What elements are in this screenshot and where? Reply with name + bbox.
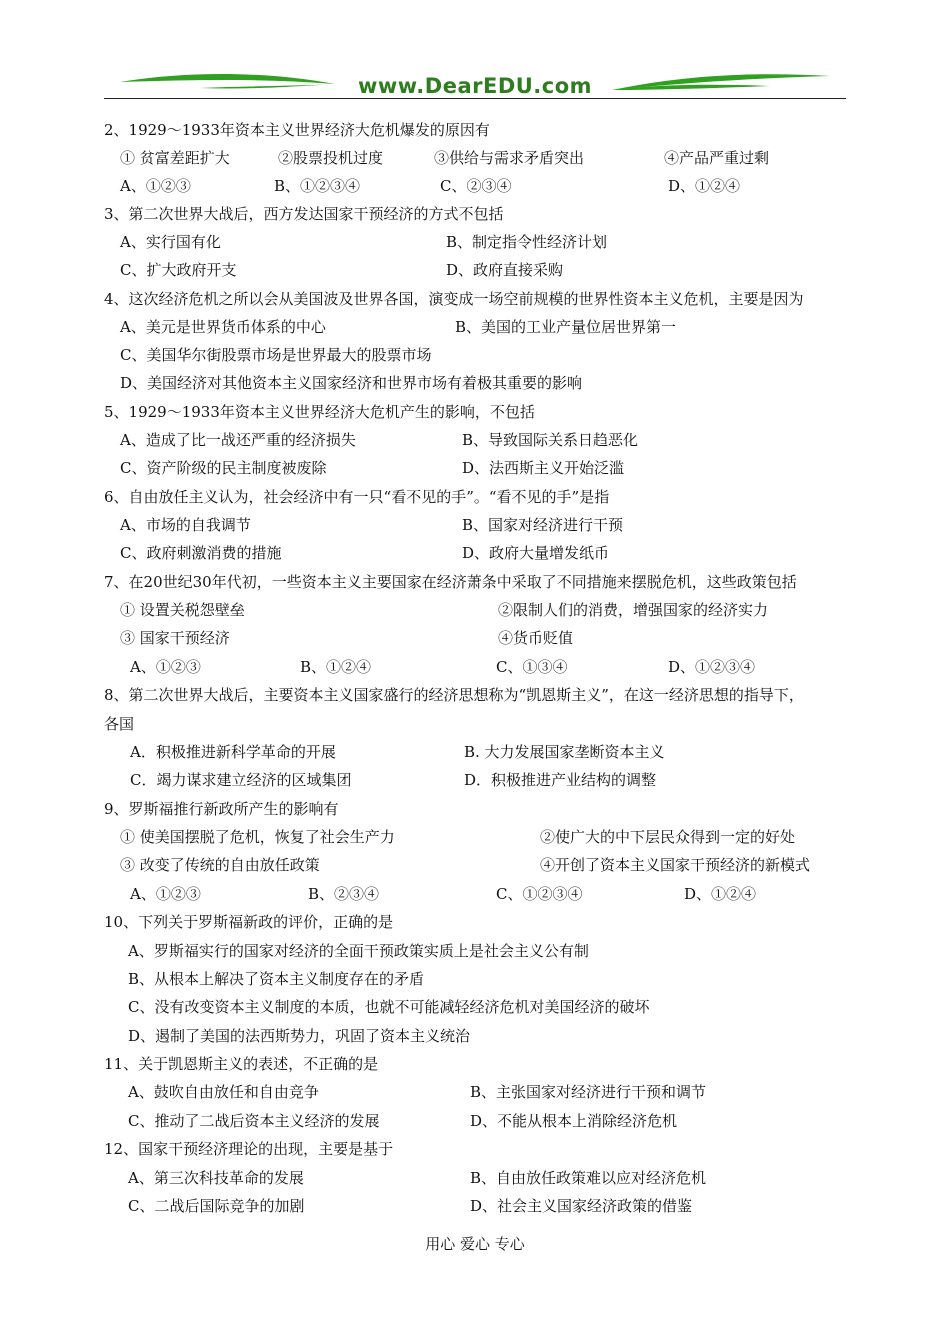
answer-option: B、②③④: [308, 885, 380, 903]
answer-option: D、①②④: [684, 885, 757, 903]
question-stem: 12、国家干预经济理论的出现，主要是基于: [104, 1140, 394, 1158]
left-swoosh: [120, 74, 335, 84]
answer-option: B、自由放任政策难以应对经济危机: [470, 1169, 707, 1187]
answer-option: A、①②③: [130, 658, 201, 676]
answer-option: C、①②③④: [496, 885, 583, 903]
answer-option: C、资产阶级的民主制度被废除: [120, 459, 327, 477]
answer-option: C．竭力谋求建立经济的区域集团: [130, 771, 352, 789]
question-stem: 11、关于凯恩斯主义的表述，不正确的是: [104, 1055, 379, 1073]
question-stem: 6、自由放任主义认为，社会经济中有一只“看不见的手”。“看不见的手”是指: [104, 488, 610, 506]
question-stem: 9、罗斯福推行新政所产生的影响有: [104, 800, 339, 818]
answer-option: B、美国的工业产量位居世界第一: [455, 318, 677, 336]
question-stem: 2、1929～1933年资本主义世界经济大危机爆发的原因有: [104, 121, 490, 139]
question-stem-continued: 各国: [104, 715, 135, 733]
answer-option: B. 大力发展国家垄断资本主义: [464, 743, 665, 761]
question-stem: 7、在20世纪30年代初，一些资本主义主要国家在经济萧条中采取了不同措施来摆脱危机，这些政策包括: [104, 573, 797, 591]
question-stem: 3、第二次世界大战后，西方发达国家干预经济的方式不包括: [104, 205, 504, 223]
statement-item: ① 使美国摆脱了危机，恢复了社会生产力: [120, 828, 395, 846]
answer-option: D、政府直接采购: [446, 261, 564, 279]
statement-item: ③供给与需求矛盾突出: [434, 149, 585, 167]
statement-item: ④产品严重过剩: [664, 149, 770, 167]
answer-option: A、罗斯福实行的国家对经济的全面干预政策实质上是社会主义公有制: [128, 942, 589, 960]
answer-option: D、社会主义国家经济政策的借鉴: [470, 1197, 693, 1215]
answer-option: A、美元是世界货币体系的中心: [120, 318, 326, 336]
answer-option: A、实行国有化: [120, 233, 221, 251]
answer-option: B、①②④: [300, 658, 372, 676]
statement-item: ③ 国家干预经济: [120, 629, 230, 647]
statement-item: ④货币贬值: [498, 629, 574, 647]
question-stem: 8、第二次世界大战后，主要资本主义国家盛行的经济思想称为“凯恩斯主义”，在这一经济思想的指导下，: [104, 686, 804, 704]
answer-option: A、①②③: [120, 177, 191, 195]
page-footer: 用心 爱心 专心: [425, 1235, 525, 1253]
answer-option: C、推动了二战后资本主义经济的发展: [128, 1112, 380, 1130]
question-stem: 5、1929～1933年资本主义世界经济大危机产生的影响，不包括: [104, 403, 535, 421]
statement-item: ① 设置关税怨壁垒: [120, 601, 245, 619]
answer-option: C、②③④: [440, 177, 512, 195]
answer-option: A、①②③: [130, 885, 201, 903]
answer-option: A、第三次科技革命的发展: [128, 1169, 304, 1187]
answer-option: B、主张国家对经济进行干预和调节: [470, 1083, 707, 1101]
statement-item: ④开创了资本主义国家干预经济的新模式: [540, 856, 811, 874]
statement-item: ②使广大的中下层民众得到一定的好处: [540, 828, 796, 846]
answer-option: D、遏制了美国的法西斯势力，巩固了资本主义统治: [128, 1027, 471, 1045]
question-stem: 10、下列关于罗斯福新政的评价，正确的是: [104, 913, 394, 931]
answer-option: C、①③④: [496, 658, 568, 676]
statement-item: ②股票投机过度: [278, 149, 384, 167]
answer-option: B、导致国际关系日趋恶化: [462, 431, 639, 449]
answer-option: D、法西斯主义开始泛滥: [462, 459, 625, 477]
answer-option: B、国家对经济进行干预: [462, 516, 624, 534]
statement-item: ① 贫富差距扩大: [120, 149, 230, 167]
answer-option: C、二战后国际竞争的加剧: [128, 1197, 305, 1215]
left-swoosh-tail: [200, 84, 335, 89]
answer-option: D．积极推进产业结构的调整: [464, 771, 657, 789]
header-divider: [104, 98, 846, 99]
answer-option: B、①②③④: [274, 177, 361, 195]
answer-option: D、政府大量增发纸币: [462, 544, 610, 562]
statement-item: ③ 改变了传统的自由放任政策: [120, 856, 320, 874]
answer-option: A、市场的自我调节: [120, 516, 251, 534]
answer-option: A、鼓吹自由放任和自由竞争: [128, 1083, 319, 1101]
answer-option: B、从根本上解决了资本主义制度存在的矛盾: [128, 970, 425, 988]
answer-option: C、没有改变资本主义制度的本质，也就不可能减轻经济危机对美国经济的破坏: [128, 998, 650, 1016]
answer-option: B、制定指令性经济计划: [446, 233, 608, 251]
answer-option: D、美国经济对其他资本主义国家经济和世界市场有着极其重要的影响: [120, 374, 583, 392]
answer-option: A、造成了比一战还严重的经济损失: [120, 431, 356, 449]
answer-option: A．积极推进新科学革命的开展: [130, 743, 336, 761]
question-stem: 4、这次经济危机之所以会从美国波及世界各国，演变成一场空前规模的世界性资本主义危机，主要是因为: [104, 290, 804, 308]
statement-item: ②限制人们的消费，增强国家的经济实力: [498, 601, 769, 619]
answer-option: C、政府刺激消费的措施: [120, 544, 282, 562]
answer-option: C、美国华尔街股票市场是世界最大的股票市场: [120, 346, 432, 364]
site-logo: www.DearEDU.com: [357, 74, 593, 98]
answer-option: C、扩大政府开支: [120, 261, 237, 279]
answer-option: D、①②④: [668, 177, 741, 195]
answer-option: D、①②③④: [668, 658, 756, 676]
answer-option: D、不能从根本上消除经济危机: [470, 1112, 678, 1130]
